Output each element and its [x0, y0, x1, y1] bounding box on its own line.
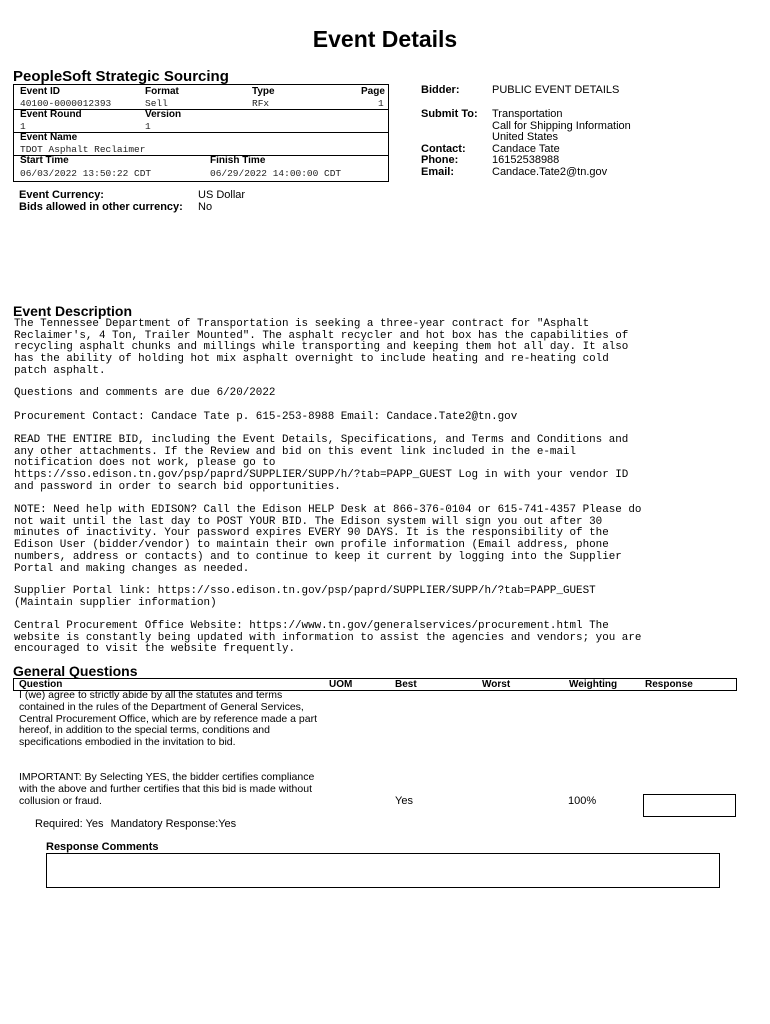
- version-label: Version: [145, 109, 182, 120]
- page-value: 1: [378, 98, 384, 109]
- contact-label: Contact:: [421, 143, 466, 155]
- event-description-heading: Event Description: [13, 303, 133, 319]
- bidder-value: PUBLIC EVENT DETAILS: [492, 84, 620, 96]
- submit-to-label: Submit To:: [421, 108, 478, 120]
- required-value: Yes: [85, 818, 104, 830]
- mandatory-label: Mandatory Response:: [110, 818, 219, 830]
- response-input[interactable]: [643, 794, 736, 817]
- organization-title: PeopleSoft Strategic Sourcing: [13, 68, 229, 85]
- event-currency-value: US Dollar: [198, 189, 246, 201]
- weighting-value: 100%: [568, 795, 597, 807]
- phone-label: Phone:: [421, 154, 459, 166]
- email-label: Email:: [421, 166, 455, 178]
- response-comments-input[interactable]: [46, 853, 720, 888]
- start-time-label: Start Time: [20, 155, 69, 166]
- finish-time-value: 06/29/2022 14:00:00 CDT: [210, 168, 342, 179]
- start-time-value: 06/03/2022 13:50:22 CDT: [20, 168, 152, 179]
- question-text: I (we) agree to strictly abide by all the statutes and terms contained in the rules of the Department of General Services, Central Procurement Office, which are by reference made a part hereof, in addition to the special terms, conditions and specifications embodied in the invitation to bid.: [19, 689, 318, 749]
- column-header: Response: [645, 679, 693, 690]
- bidder-label: Bidder:: [421, 84, 460, 96]
- type-value: RFx: [252, 98, 270, 109]
- event-id-label: Event ID: [20, 86, 61, 97]
- type-label: Type: [252, 86, 275, 97]
- submit-to-line: Transportation: [492, 108, 563, 120]
- description-paragraph: NOTE: Need help with EDISON? Call the Edison HELP Desk at 866-376-0104 or 615-741-4357 Please do not wait until the last day to POST YOUR BID. The Edison system will sign you out after 30 minutes of inactivity. Your password expires EVERY 90 DAYS. It is the responsibility of the Edison User (bidder/vendor) to maintain their own profile information (Email address, phone numbers, address or contacts) and to continue to keep it current by logging into the Supplier Portal and making changes as needed.: [14, 504, 642, 575]
- other-currency-label: Bids allowed in other currency:: [19, 201, 183, 213]
- format-label: Format: [145, 86, 179, 97]
- column-header: Question: [19, 679, 63, 690]
- column-header: UOM: [329, 679, 353, 690]
- description-paragraph: Central Procurement Office Website: https://www.tn.gov/generalservices/procurement.html The website is constantly being updated with information to assist the agencies and vendors; you are encouraged to visit the website frequently.: [14, 620, 642, 656]
- event-round-value: 1: [20, 121, 26, 132]
- required-info: [35, 818, 236, 830]
- page-title: Event Details: [312, 26, 458, 52]
- currency-info: [0, 0, 400, 230]
- description-paragraph: Questions and comments are due 6/20/2022: [14, 387, 276, 399]
- question-text-important: IMPORTANT: By Selecting YES, the bidder certifies compliance with the above and further certifies that this bid is made without collusion or fraud.: [19, 771, 315, 807]
- column-header: Best: [395, 679, 417, 690]
- mandatory-value: Yes: [218, 818, 237, 830]
- general-questions-heading: General Questions: [13, 663, 138, 679]
- description-paragraph: Supplier Portal link: https://sso.edison.tn.gov/psp/paprd/SUPPLIER/SUPP/h/?tab=PAPP_GUEST (Maintain supplier information): [14, 585, 596, 609]
- required-label: Required:: [35, 818, 83, 830]
- other-currency-value: No: [198, 201, 213, 213]
- description-paragraph: The Tennessee Department of Transportation is seeking a three-year contract for "Asphalt Reclaimer's, 4 Ton, Trailer Mounted". The asphalt recycler and hot box has the capabilities of recycling asphalt chunks and millings while transporting and keeping them hot all day. It also has the ability of holding hot mix asphalt overnight to include heating and re-heating cold patch asphalt.: [14, 318, 629, 377]
- description-paragraph: Procurement Contact: Candace Tate p. 615-253-8988 Email: Candace.Tate2@tn.gov: [14, 411, 518, 423]
- column-header: Weighting: [569, 679, 618, 690]
- event-currency-label: Event Currency:: [19, 189, 104, 201]
- event-id-value: 40100-0000012393: [20, 98, 112, 109]
- phone-value: 16152538988: [492, 154, 560, 166]
- event-name-label: Event Name: [20, 132, 78, 143]
- submit-to-line: United States: [492, 131, 559, 143]
- response-comments-label: Response Comments: [46, 841, 159, 853]
- version-value: 1: [145, 121, 151, 132]
- finish-time-label: Finish Time: [210, 155, 266, 166]
- contact-value: Candace Tate: [492, 143, 560, 155]
- page-label: Page: [361, 86, 385, 97]
- column-header: Worst: [482, 679, 511, 690]
- email-value: Candace.Tate2@tn.gov: [492, 166, 608, 178]
- submit-to-line: Call for Shipping Information: [492, 120, 631, 132]
- description-paragraph: READ THE ENTIRE BID, including the Event Details, Specifications, and Terms and Conditions and any other attachments. If the Review and bid on this event link included in the e-mail notification does not work, please go to https://sso.edison.tn.gov/psp/paprd/SUPPLIER/SUPP/h/?tab=PAPP_GUEST Log in with your vendor ID and password in order to search bid opportunities.: [14, 434, 629, 493]
- event-name-value: TDOT Asphalt Reclaimer: [20, 144, 146, 155]
- event-round-label: Event Round: [20, 109, 82, 120]
- best-value: Yes: [395, 795, 413, 807]
- format-value: Sell: [145, 98, 168, 109]
